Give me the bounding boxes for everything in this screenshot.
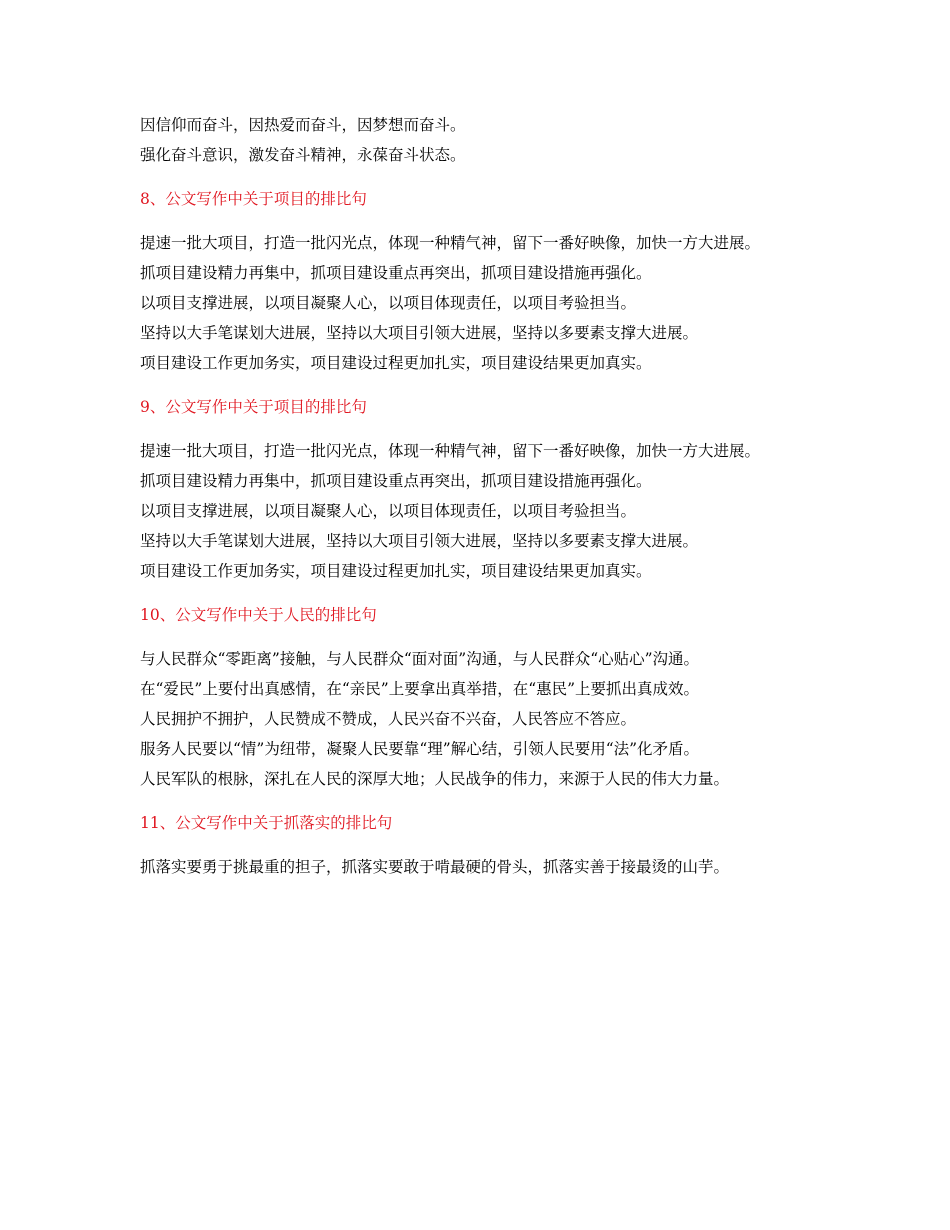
- body-line: 提速一批大项目，打造一批闪光点，体现一种精气神，留下一番好映像，加快一方大进展。: [140, 234, 761, 252]
- body-line: 与人民群众“零距离”接触，与人民群众“面对面”沟通，与人民群众“心贴心”沟通。: [140, 650, 700, 668]
- body-line: 项目建设工作更加务实，项目建设过程更加扎实，项目建设结果更加真实。: [140, 354, 652, 372]
- intro-block: [140, 110, 812, 170]
- section-heading: 11、公文写作中关于抓落实的排比句: [140, 814, 393, 832]
- body-line: 坚持以大手笔谋划大进展，坚持以大项目引领大进展，坚持以多要素支撑大进展。: [140, 324, 699, 342]
- body-line: 以项目支撑进展，以项目凝聚人心，以项目体现责任，以项目考验担当。: [140, 502, 637, 520]
- section-11: [140, 808, 812, 882]
- body-line: 抓项目建设精力再集中，抓项目建设重点再突出，抓项目建设措施再强化。: [140, 264, 652, 282]
- body-line: 以项目支撑进展，以项目凝聚人心，以项目体现责任，以项目考验担当。: [140, 294, 637, 312]
- body-line: 抓落实要勇于挑最重的担子，抓落实要敢于啃最硬的骨头，抓落实善于接最烫的山芋。: [140, 858, 730, 876]
- body-line: 提速一批大项目，打造一批闪光点，体现一种精气神，留下一番好映像，加快一方大进展。: [140, 442, 761, 460]
- body-line: 因信仰而奋斗，因热爱而奋斗，因梦想而奋斗。: [140, 116, 466, 134]
- body-line: 人民拥护不拥护，人民赞成不赞成，人民兴奋不兴奋，人民答应不答应。: [140, 710, 637, 728]
- body-line: 强化奋斗意识，激发奋斗精神，永葆奋斗状态。: [140, 146, 466, 164]
- section-heading: 9、公文写作中关于项目的排比句: [140, 398, 367, 416]
- section-10: [140, 600, 812, 794]
- body-line: 抓项目建设精力再集中，抓项目建设重点再突出，抓项目建设措施再强化。: [140, 472, 652, 490]
- document-page: [140, 110, 812, 882]
- body-line: 坚持以大手笔谋划大进展，坚持以大项目引领大进展，坚持以多要素支撑大进展。: [140, 532, 699, 550]
- body-line: 项目建设工作更加务实，项目建设过程更加扎实，项目建设结果更加真实。: [140, 562, 652, 580]
- section-8: [140, 184, 812, 378]
- body-line: 服务人民要以“情”为纽带，凝聚人民要靠“理”解心结，引领人民要用“法”化矛盾。: [140, 740, 700, 758]
- section-heading: 8、公文写作中关于项目的排比句: [140, 190, 367, 208]
- body-line: 在“爱民”上要付出真感情，在“亲民”上要拿出真举措，在“惠民”上要抓出真成效。: [140, 680, 700, 698]
- body-line: 人民军队的根脉，深扎在人民的深厚大地；人民战争的伟力，来源于人民的伟大力量。: [140, 770, 730, 788]
- section-9: [140, 392, 812, 586]
- section-heading: 10、公文写作中关于人民的排比句: [140, 606, 377, 624]
